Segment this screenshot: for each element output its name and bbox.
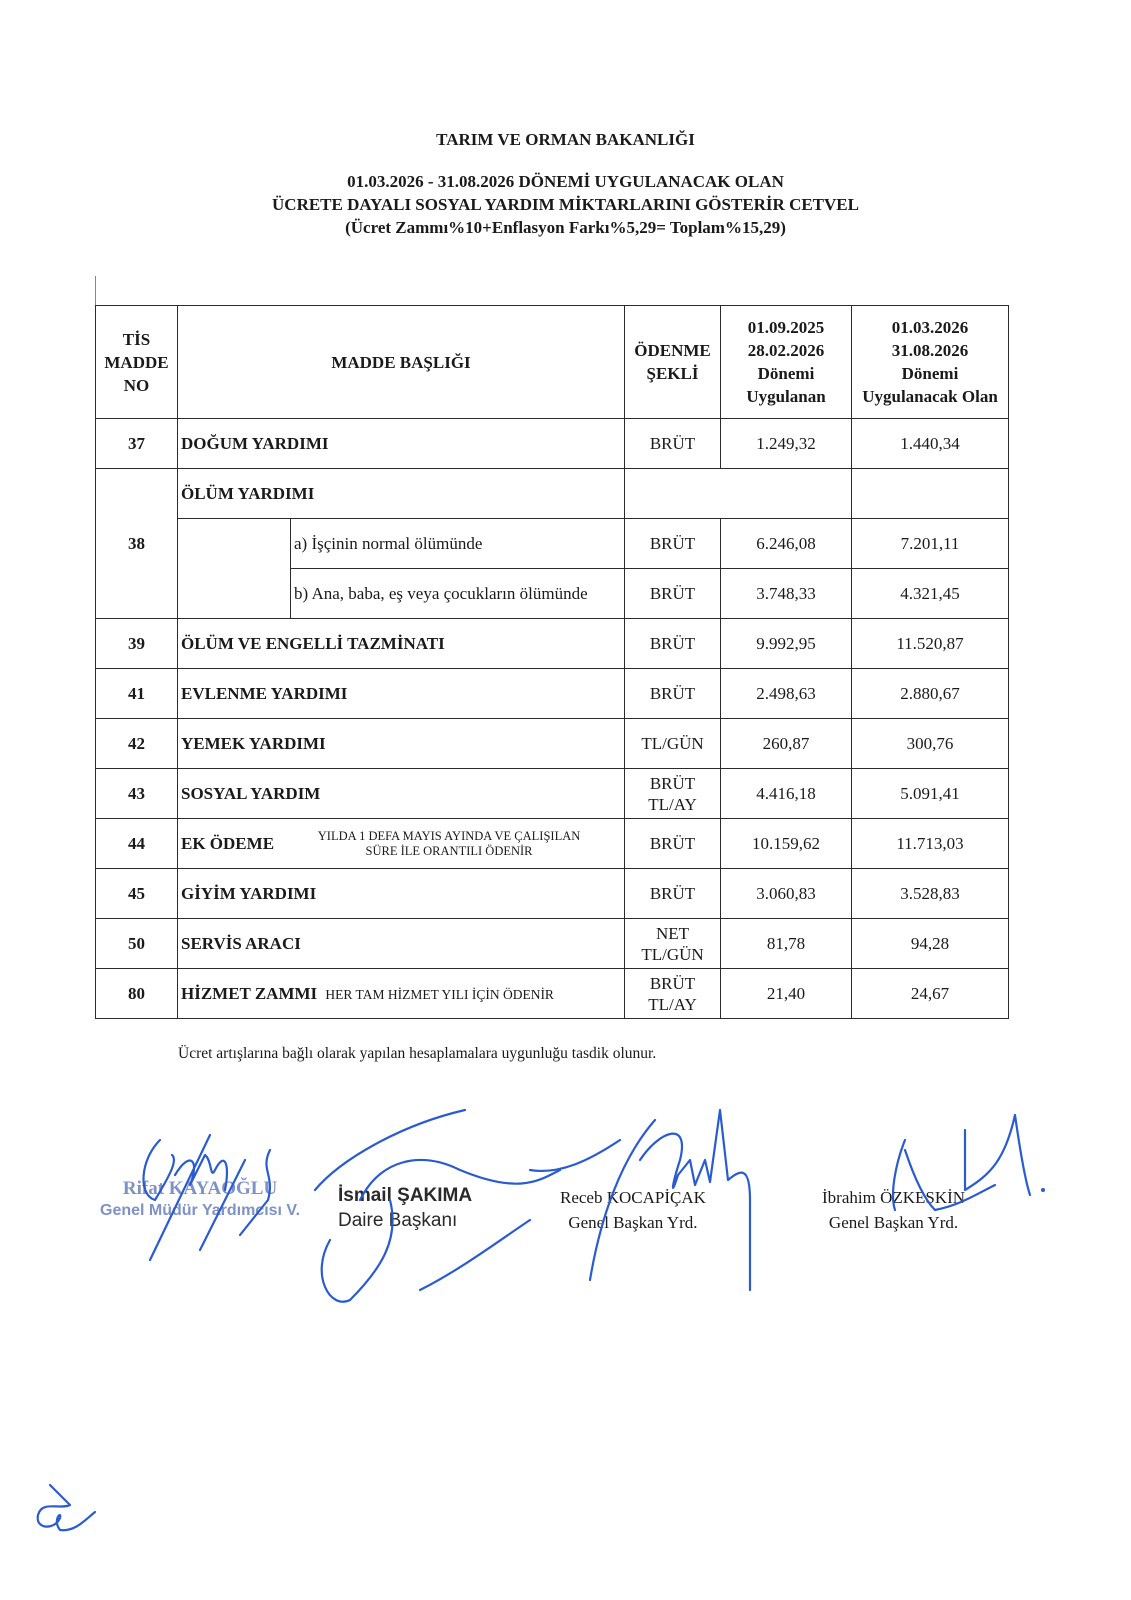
row-next-value: 2.880,67	[852, 669, 1009, 719]
ministry-title: TARIM VE ORMAN BAKANLIĞI	[436, 130, 695, 149]
header-line: Dönemi	[901, 364, 959, 383]
empty-cell	[852, 469, 1009, 519]
row-prev-value: 2.498,63	[721, 669, 852, 719]
certification-statement: Ücret artışlarına bağlı olarak yapılan hesaplamalara uygunluğu tasdik olunur.	[178, 1045, 657, 1062]
signatory-name: Rifat KAYAOĞLU	[122, 1178, 278, 1199]
table-subrow	[96, 519, 1009, 569]
row-payment	[625, 769, 721, 819]
row-prev-value: 3.748,33	[721, 569, 852, 619]
row-next-value: 1.440,34	[852, 419, 1009, 469]
row-payment: BRÜT	[625, 819, 721, 869]
row-note	[274, 829, 624, 859]
signatory-title: Genel Müdür Yardımcısı V.	[100, 1202, 301, 1219]
row-payment: BRÜT	[625, 569, 721, 619]
row-next-value: 4.321,45	[852, 569, 1009, 619]
row-no: 44	[96, 819, 178, 869]
subrow-label: a) İşçinin normal ölümünde	[291, 519, 625, 569]
row-payment: BRÜT	[625, 519, 721, 569]
row-payment: BRÜT	[625, 619, 721, 669]
table-row	[96, 819, 1009, 869]
signatory-2	[338, 1183, 472, 1233]
table-row	[96, 419, 1009, 469]
col-header-next-period	[852, 306, 1009, 419]
header-line: Dönemi	[757, 364, 815, 383]
row-next-value: 94,28	[852, 919, 1009, 969]
row-note: HER TAM HİZMET YILI İÇİN ÖDENİR	[325, 986, 554, 1002]
signatory-name: İsmail ŞAKIMA	[338, 1185, 473, 1206]
row-title: DOĞUM YARDIMI	[178, 419, 625, 469]
signatory-name: İbrahim ÖZKESKİN	[822, 1188, 966, 1207]
table-row	[96, 719, 1009, 769]
row-no: 43	[96, 769, 178, 819]
row-no: 37	[96, 419, 178, 469]
table-row	[96, 969, 1009, 1019]
payment-line: NET	[655, 923, 690, 943]
col-header-prev-period	[721, 306, 852, 419]
col-header-title: MADDE BAŞLIĞI	[178, 306, 625, 419]
document-title-line-2: ÜCRETE DAYALI SOSYAL YARDIM MİKTARLARINI GÖSTERİR CETVEL	[272, 195, 859, 214]
row-title: EVLENME YARDIMI	[178, 669, 625, 719]
row-prev-value: 260,87	[721, 719, 852, 769]
document-title-line-1: 01.03.2026 - 31.08.2026 DÖNEMİ UYGULANACAK OLAN	[347, 172, 784, 191]
header-line: 01.03.2026	[891, 318, 969, 337]
row-next-value: 11.520,87	[852, 619, 1009, 669]
table-row	[96, 669, 1009, 719]
header-line: 01.09.2025	[747, 318, 825, 337]
header-line: ŞEKLİ	[646, 364, 699, 383]
table-header-row	[96, 306, 1009, 419]
row-prev-value: 21,40	[721, 969, 852, 1019]
signatory-title: Genel Başkan Yrd.	[568, 1213, 698, 1232]
row-title: ÖLÜM YARDIMI	[178, 469, 625, 519]
signatory-title: Daire Başkanı	[338, 1210, 458, 1231]
row-payment: BRÜT	[625, 419, 721, 469]
table-row	[96, 619, 1009, 669]
row-title: EK ÖDEME	[181, 833, 275, 853]
header-line: 28.02.2026	[747, 341, 825, 360]
table-row	[96, 919, 1009, 969]
signatory-3	[560, 1185, 706, 1235]
row-title: YEMEK YARDIMI	[178, 719, 625, 769]
row-no: 42	[96, 719, 178, 769]
subrow-label: b) Ana, baba, eş veya çocukların ölümünde	[291, 569, 625, 619]
signatory-1	[100, 1178, 300, 1222]
row-payment	[625, 919, 721, 969]
initial-mark	[38, 1485, 95, 1530]
ink-dot	[1041, 1188, 1045, 1192]
row-next-value: 24,67	[852, 969, 1009, 1019]
row-no: 50	[96, 919, 178, 969]
header-line: NO	[123, 375, 150, 395]
benefit-table	[95, 305, 1009, 1019]
row-payment: BRÜT	[625, 669, 721, 719]
row-title-cell	[178, 819, 625, 869]
signatory-title: Genel Başkan Yrd.	[828, 1213, 959, 1232]
col-header-payment	[625, 306, 721, 419]
signatory-4	[822, 1185, 965, 1235]
row-title-cell	[178, 969, 625, 1019]
row-prev-value: 3.060,83	[721, 869, 852, 919]
header-line: Uygulanacak Olan	[862, 387, 998, 406]
payment-line: TL/AY	[648, 794, 697, 814]
header-line: TİS	[122, 329, 151, 349]
header-line: 31.08.2026	[891, 341, 969, 360]
row-next-value: 300,76	[852, 719, 1009, 769]
table-row	[96, 769, 1009, 819]
header-line: ÖDENME	[634, 341, 711, 360]
row-prev-value: 4.416,18	[721, 769, 852, 819]
row-title: GİYİM YARDIMI	[178, 869, 625, 919]
signatory-name: Receb KOCAPİÇAK	[560, 1188, 706, 1207]
row-title: HİZMET ZAMMI	[181, 983, 318, 1003]
document-subtitle-rates: (Ücret Zammı%10+Enflasyon Farkı%5,29= Toplam%15,29)	[345, 218, 786, 237]
row-payment: TL/GÜN	[625, 719, 721, 769]
col-header-no	[96, 306, 178, 419]
header-line: MADDE	[104, 352, 169, 372]
row-payment	[625, 969, 721, 1019]
row-prev-value: 1.249,32	[721, 419, 852, 469]
note-line: SÜRE İLE ORANTILI ÖDENİR	[365, 843, 533, 858]
row-no: 45	[96, 869, 178, 919]
row-title: ÖLÜM VE ENGELLİ TAZMİNATI	[178, 619, 625, 669]
row-payment: BRÜT	[625, 869, 721, 919]
row-next-value: 11.713,03	[852, 819, 1009, 869]
row-prev-value: 6.246,08	[721, 519, 852, 569]
row-prev-value: 81,78	[721, 919, 852, 969]
payment-line: TL/GÜN	[641, 944, 704, 964]
header-line: Uygulanan	[746, 387, 826, 406]
margin-line	[95, 276, 96, 306]
row-next-value: 3.528,83	[852, 869, 1009, 919]
row-no: 41	[96, 669, 178, 719]
row-title: SOSYAL YARDIM	[178, 769, 625, 819]
table-row	[96, 469, 1009, 519]
note-line: YILDA 1 DEFA MAYIS AYINDA VE ÇALIŞILAN	[317, 828, 581, 843]
row-title: SERVİS ARACI	[178, 919, 625, 969]
row-next-value: 7.201,11	[852, 519, 1009, 569]
table-row	[96, 869, 1009, 919]
row-next-value: 5.091,41	[852, 769, 1009, 819]
row-prev-value: 9.992,95	[721, 619, 852, 669]
payment-line: BRÜT	[649, 973, 696, 993]
row-no: 39	[96, 619, 178, 669]
empty-cell	[178, 519, 291, 619]
row-no: 38	[96, 469, 178, 619]
row-no: 80	[96, 969, 178, 1019]
empty-cell	[625, 469, 852, 519]
payment-line: TL/AY	[648, 994, 697, 1014]
row-prev-value: 10.159,62	[721, 819, 852, 869]
payment-line: BRÜT	[649, 773, 696, 793]
